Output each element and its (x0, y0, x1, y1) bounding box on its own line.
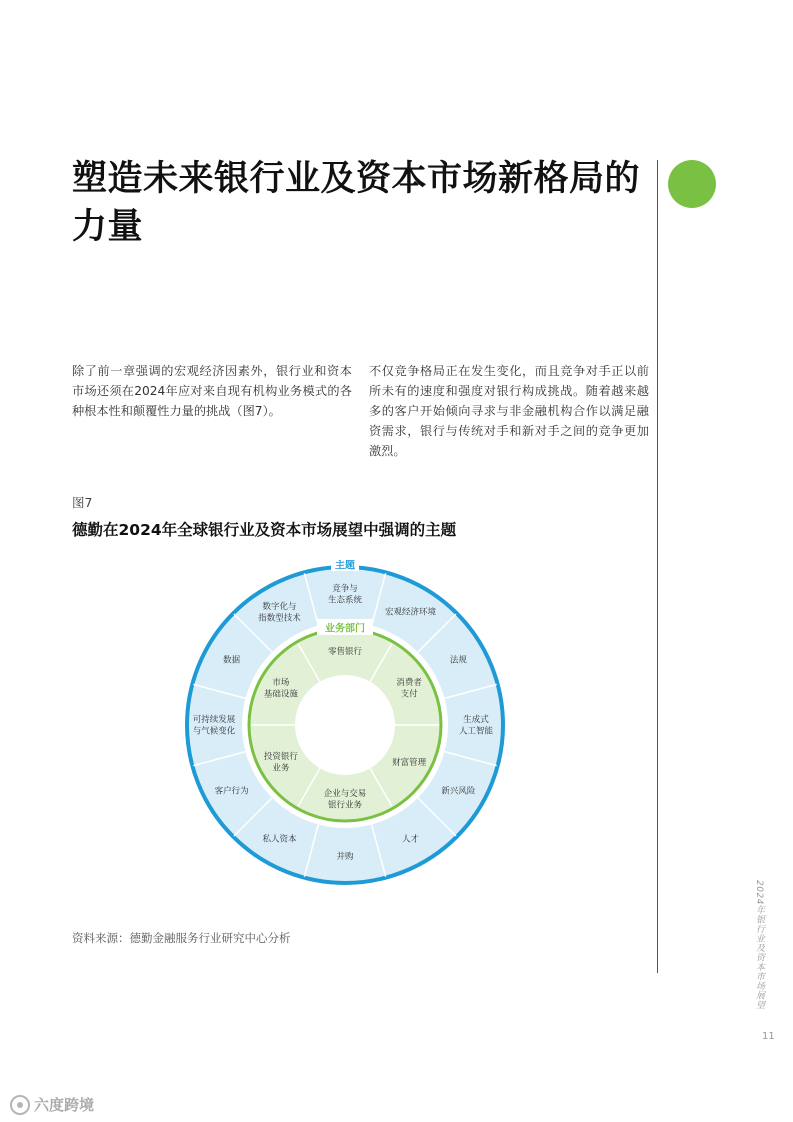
theme-label: 可持续发展与气候变化 (192, 715, 236, 737)
watermark-text: 六度跨境 (34, 1096, 95, 1114)
outer-ring-title: 主题 (335, 560, 355, 572)
theme-label: 法规 (449, 655, 467, 666)
theme-label: 并购 (336, 852, 354, 862)
themes-ring-diagram (180, 560, 510, 890)
figure-title: 德勤在2024年全球银行业及资本市场展望中强调的主题 (72, 521, 457, 539)
vertical-divider (657, 160, 658, 973)
watermark-logo-icon (10, 1095, 30, 1115)
theme-label: 新兴风险 (441, 786, 476, 797)
business-segment-label: 财富管理 (392, 758, 427, 768)
page-number: 11 (762, 1031, 775, 1042)
body-paragraph-right: 不仅竞争格局正在发生变化，而且竞争对手正以前所未有的速度和强度对银行构成挑战。随着越来越多的客户开始倾向寻求与非金融机构合作以满足融资需求，银行与传统对手和新对手之间的竞争更加激烈。 (369, 364, 649, 458)
side-running-title: 2024年银行业及资本市场展望 (754, 880, 764, 1010)
theme-label: 竞争与生态系统 (327, 584, 363, 606)
body-paragraph-left: 除了前一章强调的宏观经济因素外，银行业和资本市场还须在2024年应对来自现有机构业务模式的各种根本性和颠覆性力量的挑战（图7）。 (72, 364, 352, 418)
inner-ring-title: 业务部门 (325, 623, 365, 635)
theme-label: 数字化与指数型技术 (258, 601, 301, 624)
theme-label: 私人资本 (262, 834, 297, 845)
business-segment-label: 零售银行 (327, 647, 363, 657)
theme-label: 生成式人工智能 (458, 715, 494, 737)
green-circle-decoration (668, 160, 716, 208)
theme-label: 数据 (223, 655, 241, 666)
business-segment-label: 企业与交易银行业务 (323, 789, 367, 811)
center-hole (295, 675, 395, 775)
watermark (10, 1094, 94, 1115)
theme-label: 宏观经济环境 (384, 607, 437, 618)
source-note: 资料来源：德勤金融服务行业研究中心分析 (72, 931, 291, 945)
theme-label: 人才 (401, 834, 420, 845)
page-title: 塑造未来银行业及资本市场新格局的力量 (72, 159, 641, 247)
business-segment-label: 消费者支付 (396, 678, 422, 700)
business-segment-label: 市场基础设施 (263, 678, 298, 700)
figure-label: 图7 (72, 495, 93, 510)
theme-label: 客户行为 (214, 786, 249, 797)
business-segment-label: 投资银行业务 (263, 752, 298, 774)
